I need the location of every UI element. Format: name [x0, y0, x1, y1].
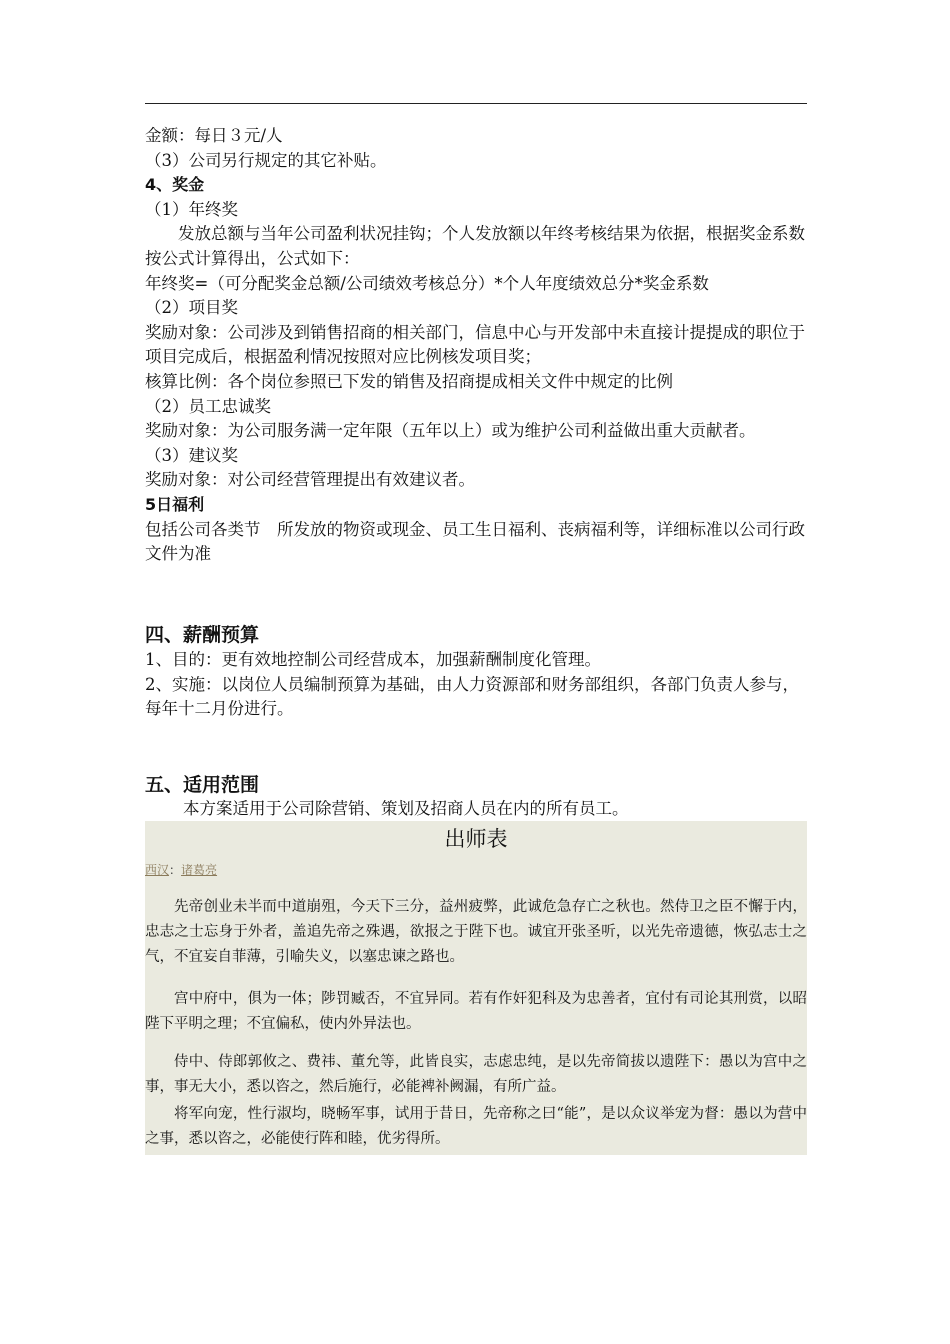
quote-title: 出师表: [444, 827, 508, 851]
bonus-heading: 4、奖金: [145, 175, 205, 195]
project-bonus-ratio: 核算比例：各个岗位参照已下发的销售及招商提成相关文件中规定的比例: [145, 371, 673, 391]
compensation-body: [145, 124, 807, 567]
welfare-desc: 包括公司各类节 所发放的物资或现金、员工生日福利、丧病福利等，详细标准以公司行政文件为准: [145, 519, 805, 564]
other-allowance: （3）公司另行规定的其它补贴。: [145, 150, 387, 170]
quote-box: [145, 821, 807, 1155]
welfare-heading: 5日福利: [145, 494, 205, 514]
suggestion-bonus-label: （3）建议奖: [145, 445, 238, 465]
author-link[interactable]: 诸葛亮: [181, 863, 218, 877]
section-budget-body: [145, 648, 807, 722]
author-separator: ：: [169, 863, 182, 877]
dynasty-link[interactable]: 西汉: [145, 863, 170, 877]
loyalty-bonus-label: （2）员工忠诚奖: [145, 396, 271, 416]
quote-paragraph: [145, 1050, 807, 1100]
annual-bonus-formula: 年终奖=（可分配奖金总额/公司绩效考核总分）*个人年度绩效总分*奖金系数: [145, 273, 709, 293]
section-scope-heading: 五、适用范围: [145, 774, 260, 796]
quote-paragraph: [145, 987, 807, 1037]
scope-text: 本方案适用于公司除营销、策划及招商人员在内的所有员工。: [183, 799, 629, 818]
section-scope-body: [145, 797, 807, 822]
budget-implementation: 2、实施：以岗位人员编制预算为基础，由人力资源部和财务部组织，各部门负责人参与，每年十二月份进行。: [145, 674, 799, 719]
header-rule: [145, 103, 807, 104]
quote-paragraph: [145, 1102, 807, 1152]
loyalty-bonus-target: 奖励对象：为公司服务满一定年限（五年以上）或为维护公司利益做出重大贡献者。: [145, 421, 756, 441]
section-budget-heading: 四、薪酬预算: [145, 624, 260, 646]
quote-paragraph: [145, 895, 807, 970]
quote-paragraph-4: 将军向宠，性行淑均，晓畅军事，试用于昔日，先帝称之曰“能”，是以众议举宠为督：愚以为营中之事，悉以咨之，必能使行阵和睦，优劣得所。: [145, 1106, 807, 1147]
project-bonus-target: 奖励对象：公司涉及到销售招商的相关部门，信息中心与开发部中未直接计提提成的职位于项目完成后，根据盈利情况按照对应比例核发项目奖；: [145, 322, 805, 367]
annual-bonus-label: （1）年终奖: [145, 199, 238, 219]
quote-author: [145, 861, 217, 878]
project-bonus-label: （2）项目奖: [145, 298, 238, 318]
annual-bonus-desc: 发放总额与当年公司盈利状况挂钩；个人发放额以年终考核结果为依据，根据奖金系数按公式计算得出，公式如下：: [145, 224, 805, 268]
quote-paragraph-1: 先帝创业未半而中道崩殂，今天下三分，益州疲弊，此诚危急存亡之秋也。然侍卫之臣不懈于内，忠志之士忘身于外者，盖追先帝之殊遇，欲报之于陛下也。诚宜开张圣听，以光先帝遗德，恢弘志士之气，不宜妄自菲薄，引喻失义，以塞忠谏之路也。: [145, 899, 807, 965]
allowance-amount: 金额：每日３元/人: [145, 126, 283, 145]
budget-purpose: 1、目的：更有效地控制公司经营成本，加强薪酬制度化管理。: [145, 650, 601, 669]
quote-paragraph-3: 侍中、侍郎郭攸之、费祎、董允等，此皆良实，志虑忠纯，是以先帝简拔以遗陛下：愚以为宫中之事，事无大小，悉以咨之，然后施行，必能裨补阙漏，有所广益。: [145, 1054, 807, 1095]
quote-paragraph-2: 宫中府中，俱为一体；陟罚臧否，不宜异同。若有作奸犯科及为忠善者，宜付有司论其刑赏，以昭陛下平明之理；不宜偏私，使内外异法也。: [145, 991, 807, 1032]
suggestion-bonus-target: 奖励对象：对公司经营管理提出有效建议者。: [145, 470, 475, 490]
